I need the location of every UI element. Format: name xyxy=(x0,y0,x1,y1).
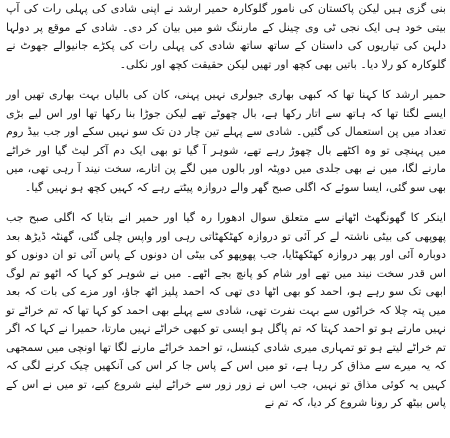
article-paragraph-1: بنی گزی ہیں لیکن پاکستان کی نامور گلوکارہ حمیر ارشد نے اپنی شادی کی پہلی رات کی آپ بیتی خود ہی ایک نجی ٹی وی چینل کے مارننگ شو میں بیان کر دی۔ شادی کے موقع پر دولہا دلہن کی تیاریوں کی داستان کے ساتھ ساتھ شادی کی پہلی رات کی پکڑے جانیوالے جھوٹ نے گلوکارہ کو رلا دیا۔ باتیں بھی کچھ اور تھیں لیکن حقیقت کچھ اور نکلی۔ xyxy=(6,2,446,71)
article-paragraph-2: حمیر ارشد کا کہنا تھا کہ کبھی بھاری جیولری نہیں پہنی، کان کی بالیاں بہت بھاری تھیں اور ایسے لگتا تھا کہ ہاتھ سے اتار رکھا ہے، بال چھوٹے تھے لیکن جوڑا بنا رکھا تھا اور اس لیے بڑی تعداد میں پن استعمال کی گئیں۔ شادی سے پہلے تین چار دن تک سو نہیں سکے اور جب بیڈ روم میں پہنچی تو وہ اکٹھے بال چھوڑ رہے تھے، شوہر آ گیا تو بھی ایک دم آکر لیٹ گیا اور خراٹے مارنے لگا، میں نے بھی جلدی میں دوپٹہ اور بالوں میں لگے پن اتارے، سخت نیند آ رہی تھی، میں بھی سو گئی، ایسا سوئے کہ اگلی صبح گھر والے دروازہ پیٹتے رہے کہ کہیں کچھ ہو نہیں گیا۔ xyxy=(6,88,446,194)
article-paragraph-3: اینکر کا گھونگھٹ اٹھانے سے متعلق سوال ادھورا رہ گیا اور حمیر انے بتایا کہ اگلی صبح جب پھوپھی کی بیٹی ناشتہ لے کر آئی تو دروازہ کھٹکھٹاتی رہی اور واپس چلی گئی، گھنٹہ ڈیڑھ بعد دوبارہ آئی اور پھر دروازہ کھٹکھٹایا، جب پھوپھو کی بیٹی ان دونوں کے پاس آئی تو ان دونوں کو اس قدر سخت نیند میں تھے اور شام کو پانچ بجے اٹھے۔ میں نے شوہر کو کہا کہ اٹھو تم لوگ ابھی تک سو رہے ہو، احمد کو بھی اٹھا دی تھی کہ احمد پلیز اٹھ جاؤ، اور مزے کی بات کہ بعد میں پتہ چلا کہ خراٹوں سے بہت نفرت تھی، شادی سے پہلے بھی احمد کو کہا تھا کہ تم خراٹے تو نہیں مارتے ہو تو احمد کہتا کہ تم پاگل ہو ایسی تو کبھی خراٹے نہیں مارتا، حمیرا نے کہا کہ اگر تم خراٹے لیتے ہو تو تمہاری میری شادی کینسل، تو احمد خراٹے مارنے لگا تھا اونچی میں سمجھی کہ یہ میرے سے مذاق کر رہا ہے، تو میں اس کے پاس جا کر اس کی آنکھیں چیک کرنے لگی کہ کہیں یہ کوئی مذاق تو نہیں، جب اس نے زور زور سے خراٹے لینے شروع کیے، تو میں نے اس کے پاس بیٹھ کر رونا شروع کر دیا، کہ تم نے xyxy=(6,211,446,409)
